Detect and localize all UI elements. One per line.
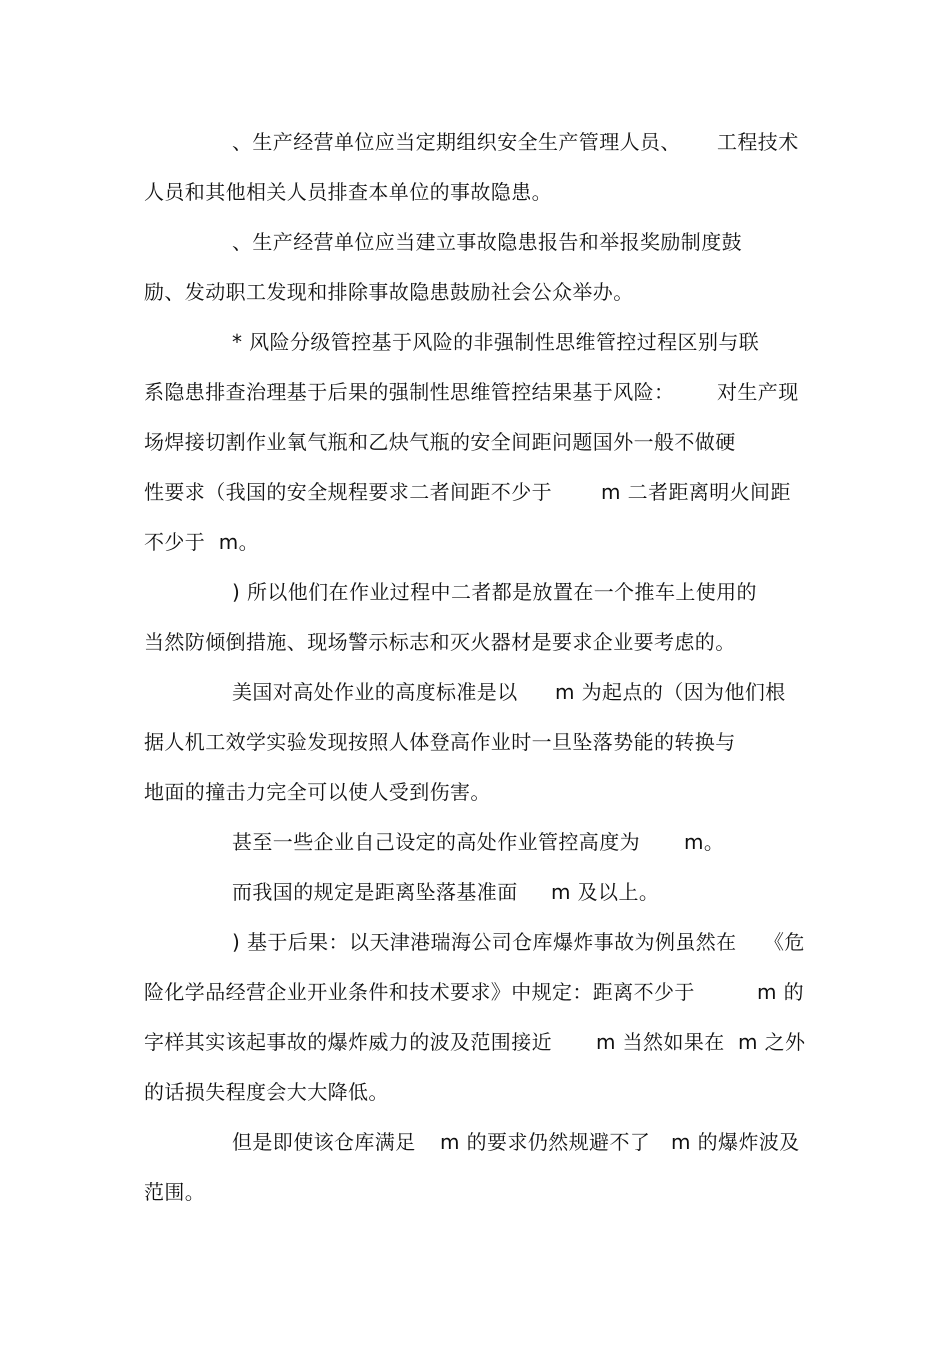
- text-segment: 、生产经营单位应当定期组织安全生产管理人员、: [232, 130, 681, 154]
- text-line: [0, 277, 634, 307]
- text-line: [0, 477, 791, 507]
- text-line: [0, 327, 760, 357]
- text-segment: m 为起点的（因为他们根: [555, 680, 786, 704]
- text-line: [0, 777, 491, 807]
- text-segment: m 二者距离明火间距: [601, 480, 791, 504]
- text-line: [0, 1127, 800, 1157]
- text-segment: 险化学品经营企业开业条件和技术要求》中规定：距离不少于: [144, 980, 695, 1004]
- text-segment: 甚至一些企业自己设定的高处作业管控高度为: [232, 830, 640, 854]
- text-line: [0, 877, 660, 907]
- text-segment: 据人机工效学实验发现按照人体登高作业时一旦坠落势能的转换与: [144, 730, 736, 754]
- text-line: [0, 227, 742, 257]
- text-segment: 而我国的规定是距离坠落基准面: [232, 880, 518, 904]
- text-line: [0, 1077, 389, 1107]
- text-segment: ) 所以他们在作业过程中二者都是放置在一个推车上使用的: [232, 580, 757, 604]
- text-segment: 励、发动职工发现和排除事故隐患鼓励社会公众举办。: [144, 280, 634, 304]
- text-segment: m 当然如果在: [596, 1030, 725, 1054]
- text-segment: 美国对高处作业的高度标准是以: [232, 680, 518, 704]
- text-segment: 的话损失程度会大大降低。: [144, 1080, 389, 1104]
- text-line: [0, 527, 259, 557]
- text-line: [0, 427, 736, 457]
- text-segment: m 的要求仍然规避不了: [440, 1130, 651, 1154]
- text-segment: 、生产经营单位应当建立事故隐患报告和举报奖励制度鼓: [232, 230, 742, 254]
- text-segment: 但是即使该仓库满足: [232, 1130, 416, 1154]
- text-line: [0, 677, 786, 707]
- text-segment: 当然防倾倒措施、现场警示标志和灭火器材是要求企业要考虑的。: [144, 630, 736, 654]
- text-segment: 系隐患排查治理基于后果的强制性思维管控结果基于风险：: [144, 380, 675, 404]
- text-segment: 不少于 m。: [144, 530, 259, 554]
- text-line: [0, 1177, 206, 1207]
- text-segment: m 的爆炸波及: [671, 1130, 800, 1154]
- text-segment: * 风险分级管控基于风险的非强制性思维管控过程区别与联: [232, 330, 760, 354]
- text-segment: 范围。: [144, 1180, 206, 1204]
- text-line: [0, 827, 725, 857]
- text-line: [0, 177, 552, 207]
- text-segment: 地面的撞击力完全可以使人受到伤害。: [144, 780, 491, 804]
- text-line: [0, 727, 736, 757]
- text-segment: 性要求（我国的安全规程要求二者间距不少于: [144, 480, 552, 504]
- text-segment: 人员和其他相关人员排查本单位的事故隐患。: [144, 180, 552, 204]
- text-line: [0, 927, 805, 957]
- text-segment: m 及以上。: [551, 880, 660, 904]
- text-segment: m。: [684, 830, 725, 854]
- text-segment: 工程技术: [717, 130, 799, 154]
- text-line: [0, 377, 799, 407]
- text-segment: m 之外: [738, 1030, 806, 1054]
- text-segment: ) 基于后果：以天津港瑞海公司仓库爆炸事故为例虽然在: [232, 930, 737, 954]
- text-segment: 对生产现: [717, 380, 799, 404]
- text-segment: 字样其实该起事故的爆炸威力的波及范围接近: [144, 1030, 552, 1054]
- text-segment: m 的: [757, 980, 805, 1004]
- text-line: [0, 577, 757, 607]
- text-line: [0, 1027, 806, 1057]
- text-line: [0, 127, 799, 157]
- text-segment: 《危: [764, 930, 805, 954]
- text-line: [0, 977, 805, 1007]
- text-segment: 场焊接切割作业氧气瓶和乙炔气瓶的安全间距问题国外一般不做硬: [144, 430, 736, 454]
- text-line: [0, 627, 736, 657]
